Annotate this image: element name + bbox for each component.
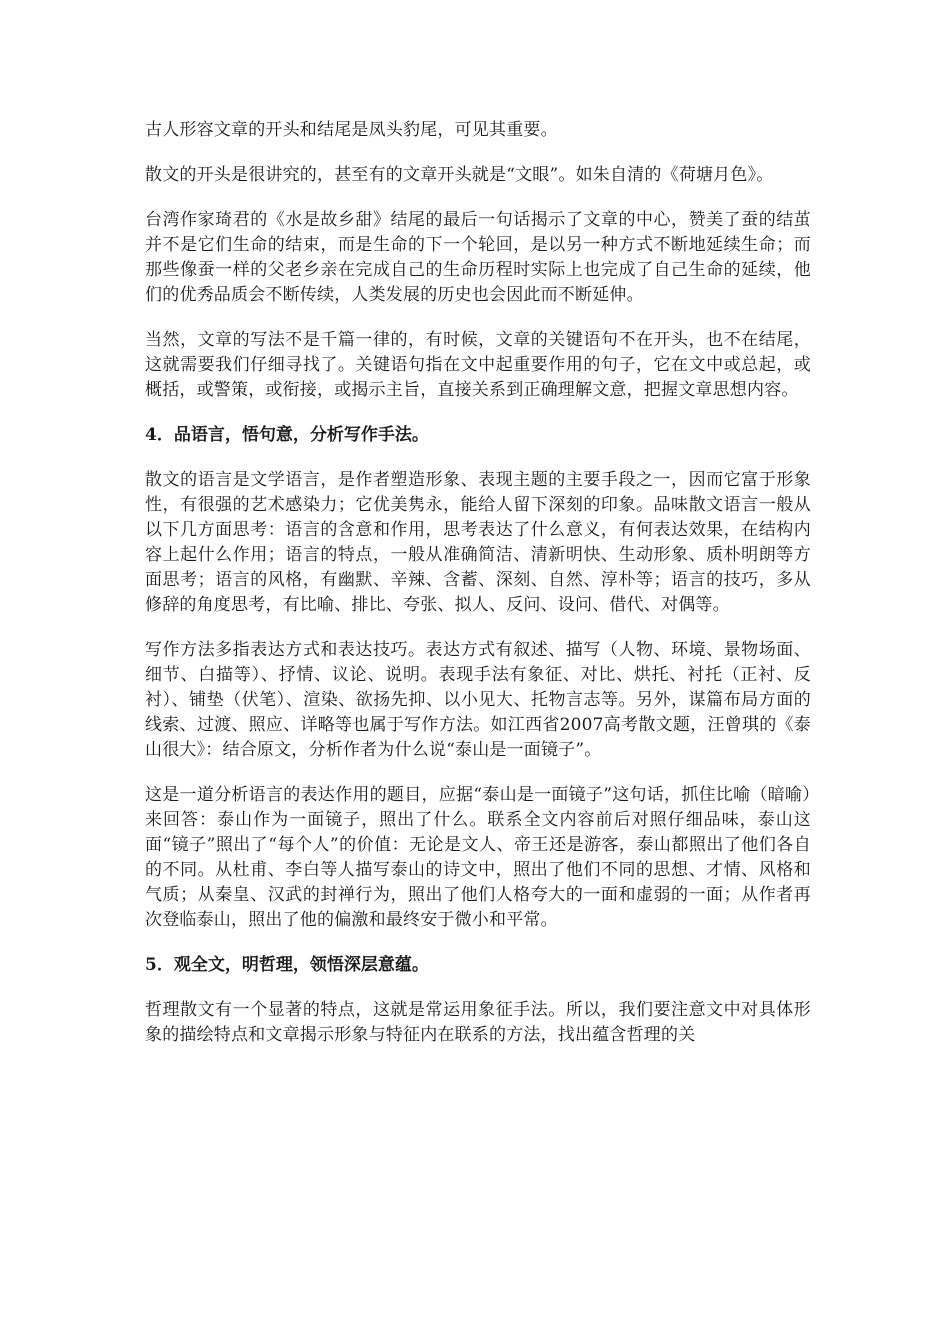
paragraph-philosophy: 哲理散文有一个显著的特点，这就是常运用象征手法。所以，我们要注意文中对具体形象的描绘特点和文章揭示形象与特征内在联系的方法，找出蕴含哲理的关: [145, 1000, 811, 1045]
paragraph-opening: 散文的开头是很讲究的，甚至有的文章开头就是“文眼”。如朱自清的《荷塘月色》。: [145, 165, 774, 185]
paragraph-example-qijun: 台湾作家琦君的《水是故乡甜》结尾的最后一句话揭示了文章的中心，赞美了蚕的结茧并不是它们生命的结束，而是生命的下一个轮回，是以另一种方式不断地延续生命；而那些像蚕一样的父老乡亲在完成自己的生命历程时实际上也完成了自己生命的延续，他们的优秀品质会不断传续，人类发展的历史也会因此而不断延伸。: [145, 210, 811, 305]
section-heading-5: 5．观全文，明哲理，领悟深层意蕴。: [145, 955, 429, 975]
paragraph-taishan-analysis: 这是一道分析语言的表达作用的题目，应据“泰山是一面镜子”这句话，抓住比喻（暗喻）来回答：泰山作为一面镜子，照出了什么。联系全文内容前后对照仔细品味，泰山这面“镜子”照出了“每个人”的价值：无论是文人、帝王还是游客，泰山都照出了他们各自的不同。从杜甫、李白等人描写泰山的诗文中，照出了他们不同的思想、才情、风格和气质；从秦皇、汉武的封禅行为，照出了他们人格夸大的一面和虚弱的一面；从作者再次登临泰山，照出了他的偏激和最终安于微小和平常。: [145, 785, 811, 930]
paragraph-writing-methods: 写作方法多指表达方式和表达技巧。表达方式有叙述、描写（人物、环境、景物场面、细节、白描等）、抒情、议论、说明。表现手法有象征、对比、烘托、衬托（正衬、反衬）、铺垫（伏笔）、渲染、欲扬先抑、以小见大、托物言志等。另外，谋篇布局方面的线索、过渡、照应、详略等也属于写作方法。如江西省2007高考散文题，汪曾琪的《泰山很大》：结合原文，分析作者为什么说“泰山是一面镜子”。: [145, 640, 811, 760]
section-heading-4: 4．品语言，悟句意，分析写作手法。: [145, 425, 429, 445]
paragraph-key-sentences: 当然，文章的写法不是千篇一律的，有时候，文章的关键语句不在开头，也不在结尾，这就需要我们仔细寻找了。关键语句指在文中起重要作用的句子，它在文中或总起，或概括，或警策，或衔接，或揭示主旨，直接关系到正确理解文意，把握文章思想内容。: [145, 330, 811, 400]
document-page: [145, 118, 811, 1068]
paragraph-language: 散文的语言是文学语言，是作者塑造形象、表现主题的主要手段之一，因而它富于形象性，有很强的艺术感染力；它优美隽永，能给人留下深刻的印象。品味散文语言一般从以下几方面思考：语言的含意和作用，思考表达了什么意义，有何表达效果，在结构内容上起什么作用；语言的特点，一般从准确简洁、清新明快、生动形象、质朴明朗等方面思考；语言的风格，有幽默、辛辣、含蓄、深刻、自然、淳朴等；语言的技巧，多从修辞的角度思考，有比喻、排比、夸张、拟人、反问、设问、借代、对偶等。: [145, 470, 811, 615]
paragraph-intro: 古人形容文章的开头和结尾是凤头豹尾，可见其重要。: [145, 120, 558, 140]
